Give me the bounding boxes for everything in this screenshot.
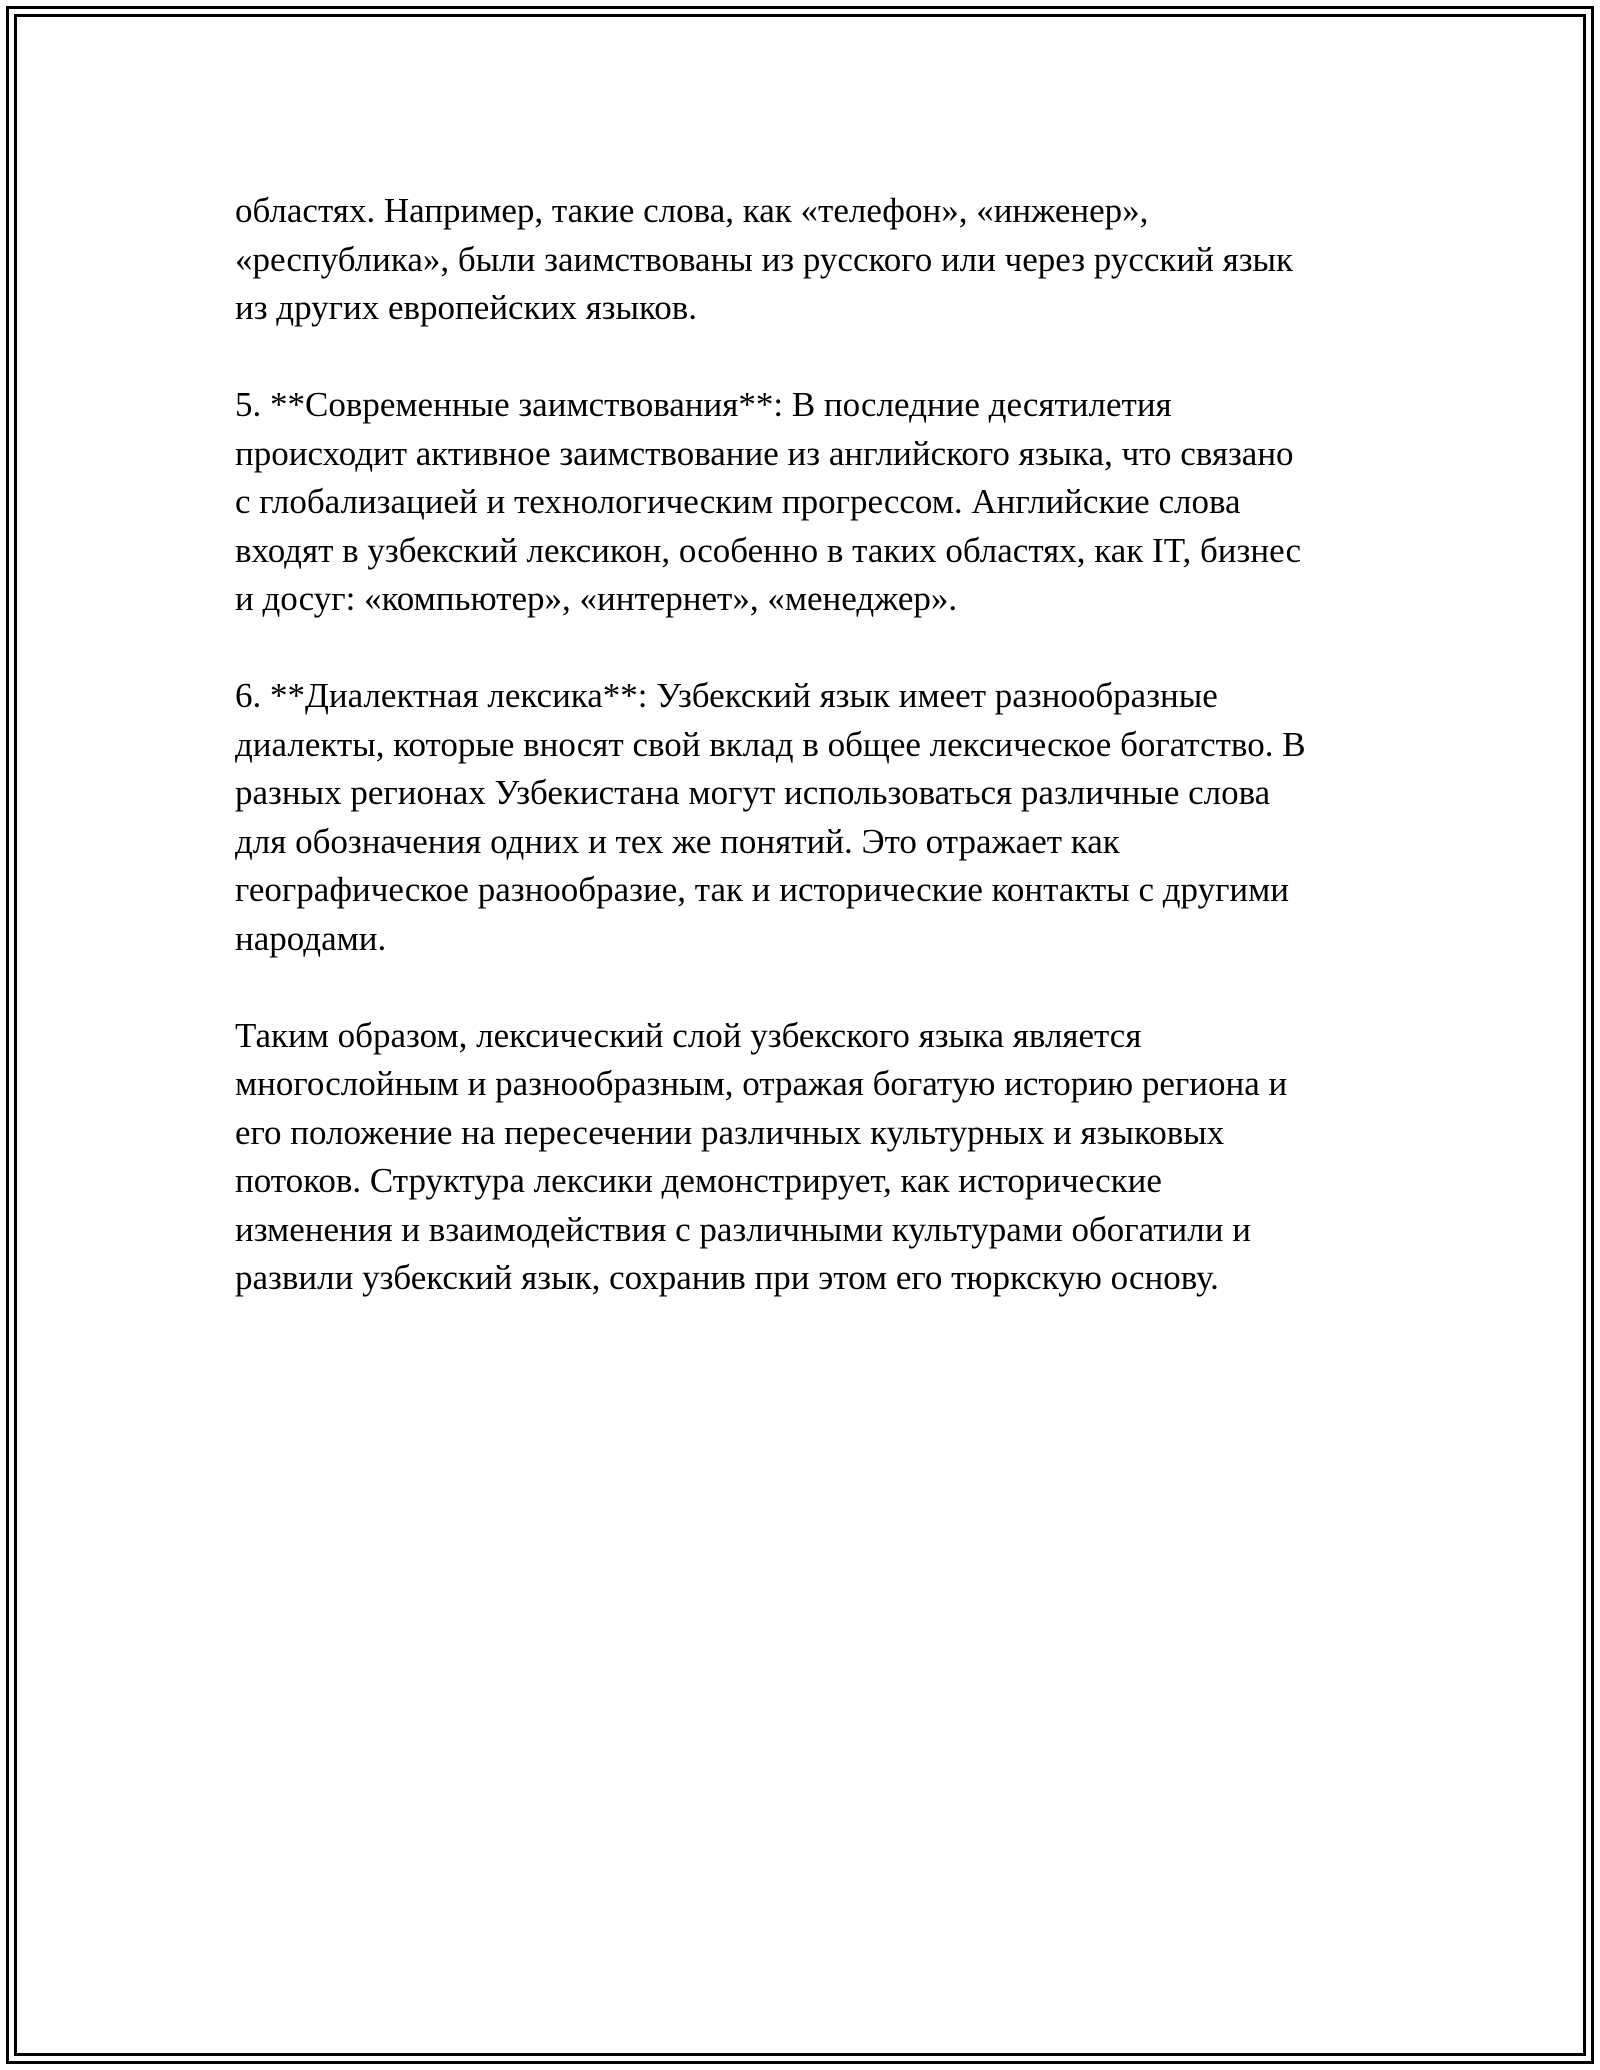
text-line: происходит активное заимствование из английского языка, что связано — [235, 433, 1294, 473]
text-line: изменения и взаимодействия с различными культурами обогатили и — [235, 1209, 1251, 1249]
paragraph-gap — [235, 333, 1385, 382]
paragraph-conclusion — [235, 1012, 1385, 1303]
text-line: народами. — [235, 918, 387, 958]
text-line: 5. **Современные заимствования**: В последние десятилетия — [235, 385, 1172, 424]
text-line: 6. **Диалектная лексика**: Узбекский язык имеет разнообразные — [235, 676, 1218, 715]
text-line: и досуг: «компьютер», «интернет», «менеджер». — [235, 579, 958, 618]
text-line: входят в узбекский лексикон, особенно в таких областях, как IT, бизнес — [235, 530, 1302, 570]
text-line: разных регионах Узбекистана могут использоваться различные слова — [235, 773, 1271, 812]
text-line: с глобализацией и технологическим прогрессом. Английские слова — [235, 482, 1241, 521]
paragraph-modern-borrowings — [235, 381, 1385, 624]
text-line: диалекты, которые вносят свой вклад в общее лексическое богатство. В — [235, 724, 1306, 764]
text-line: многослойным и разнообразным, отражая богатую историю региона и — [235, 1064, 1288, 1103]
text-line: «республика», были заимствованы из русского или через русский язык — [235, 239, 1294, 279]
text-line: развили узбекский язык, сохранив при этом его тюркскую основу. — [235, 1258, 1219, 1297]
document-body — [235, 187, 1385, 1303]
text-line: потоков. Структура лексики демонстрирует, как исторические — [235, 1161, 1162, 1200]
paragraph-continuation — [235, 187, 1385, 333]
paragraph-dialect-lexicon — [235, 672, 1385, 963]
paragraph-gap — [235, 624, 1385, 673]
text-line: Таким образом, лексический слой узбекского языка является — [235, 1015, 1142, 1055]
text-line: географическое разнообразие, так и исторические контакты с другими — [235, 870, 1290, 909]
text-line: областях. Например, такие слова, как «телефон», «инженер», — [235, 191, 1149, 230]
text-line: из других европейских языков. — [235, 288, 698, 327]
paragraph-gap — [235, 963, 1385, 1012]
text-line: его положение на пересечении различных культурных и языковых — [235, 1112, 1225, 1152]
text-line: для обозначения одних и тех же понятий. Это отражает как — [235, 821, 1120, 861]
